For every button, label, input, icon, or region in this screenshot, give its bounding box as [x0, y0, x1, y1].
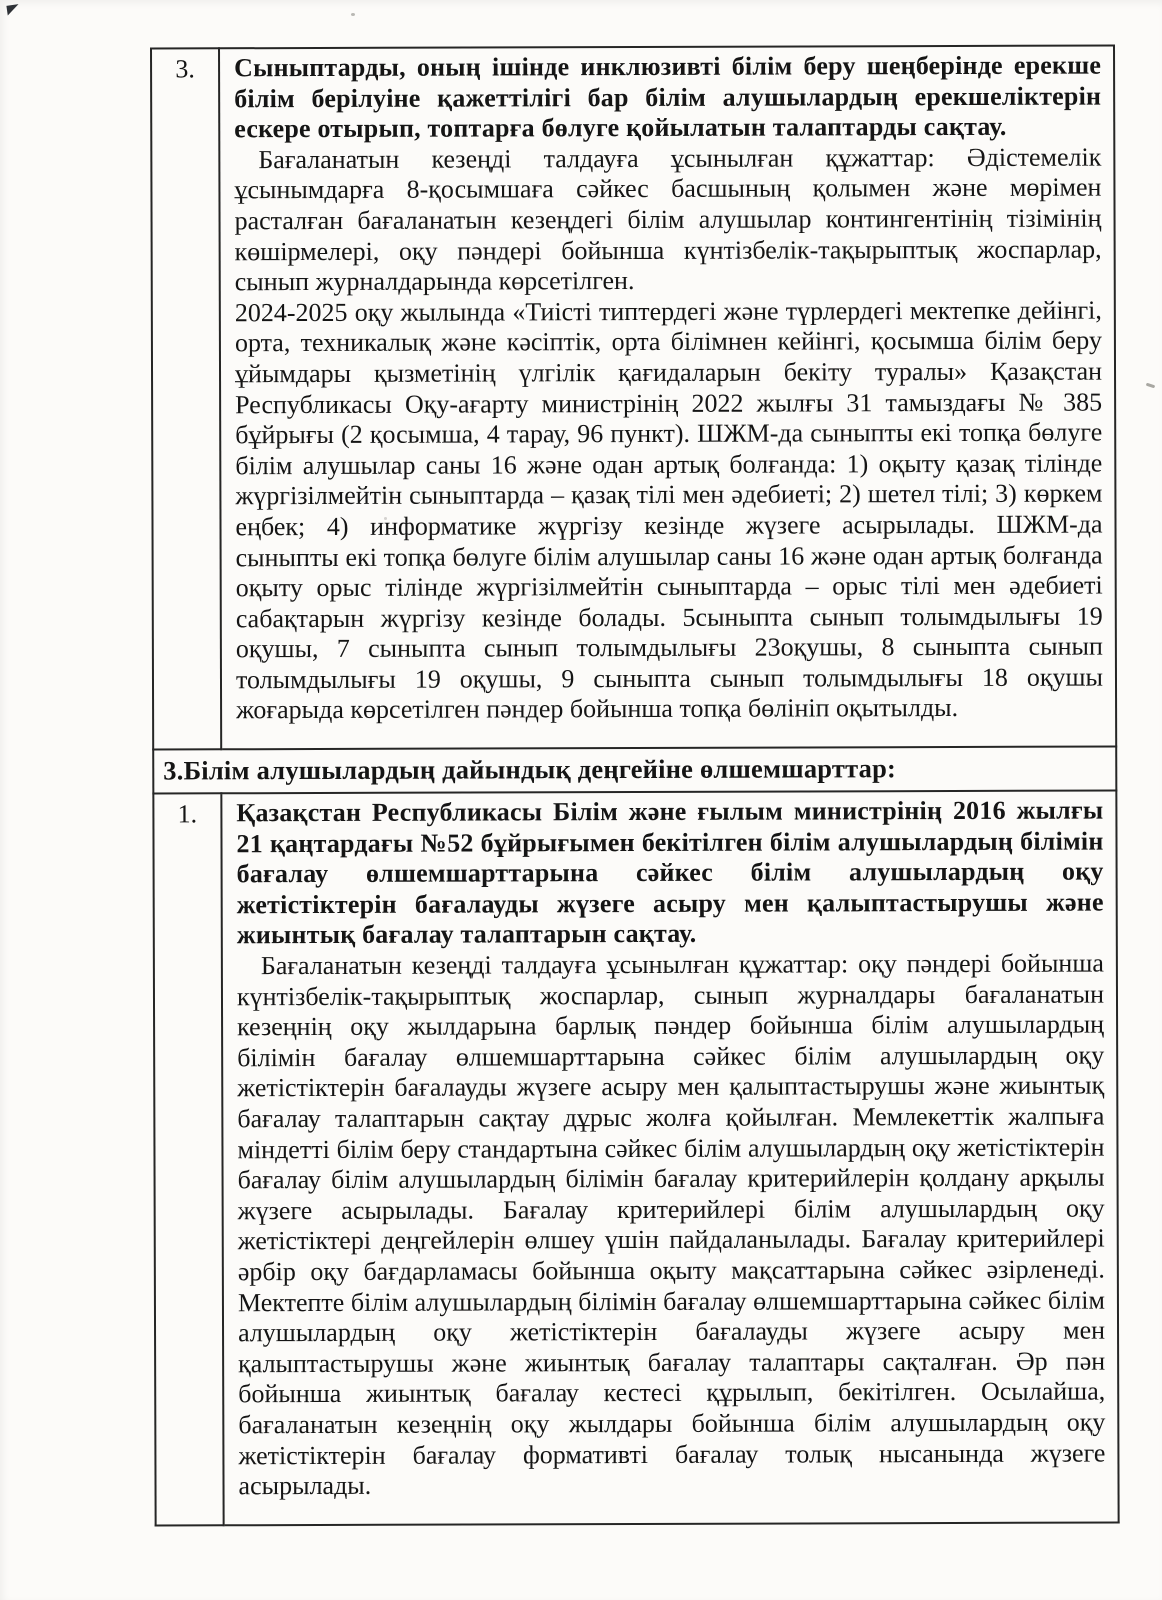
assessment-criteria-table [150, 44, 1120, 1526]
row-content [221, 791, 1118, 1525]
scan-speck [351, 13, 355, 16]
table-row-requirement-3 [151, 45, 1116, 749]
scan-artifact-mark: ◤ [6, 2, 21, 18]
table-row-section-header [153, 747, 1116, 794]
section-header: 3.Білім алушылардың дайындық деңгейіне өлшемшарттар: [153, 747, 1116, 794]
scan-speck [1146, 383, 1155, 389]
row-content [219, 45, 1116, 749]
table-body [151, 45, 1119, 1525]
criterion-heading: Қазақстан Республикасы Білім және ғылым министрінің 2016 жылғы 21 қаңтардағы №52 бұйрығымен бекітілген білім алушылардың білімін бағалау өлшемшарттарына сәйкес білім алушылардың оқу жетістіктерін бағалауды жүзеге асыру мен қалыптастырушы және жиынтық бағалау талаптарын сақтау. [236, 795, 1104, 950]
table-row-criterion-1 [153, 791, 1118, 1526]
paragraph-analysis: Бағаланатын кезеңді талдауға ұсынылған құжаттар: оқу пәндері бойынша күнтізбелік-тақырыптық жоспарлар, сынып журналдары бағаланатын кезеңнің оқу жылдарына барлық пәндер бойынша білім алушылардың білімін бағалау өлшемшарттарына сәйкес білім алушылардың оқу жетістіктерін бағалауды жүзеге асыру мен қалыптастырушы және жиынтық бағалау талаптарын сақтау дұрыс жолға қойылған. Мемлекеттік жалпыға міндетті білім беру стандартына сәйкес білім алушылардың оқу жетістіктерін бағалау білім алушылардың білімін бағалау критерийлерін қолдану арқылы жүзеге асырылады. Бағалау критерийлері білім алушылардың оқу жетістіктері деңгейлерін өлшеу үшін пайдаланылады. Бағалау критерийлері әрбір оқу бағдарламасы бойынша оқыту мақсаттарына сәйкес әзірленеді. Мектепте білім алушылардың білімін бағалау өлшемшарттарына сәйкес білім алушылардың оқу жетістіктерін бағалауды жүзеге асыру мен қалыптастырушы және жиынтық бағалау талаптары сақталған. Әр пән бойынша жиынтық бағалау кестесі құрылып, бекітілген. Осылайша, бағаланатын кезеңнің оқу жылдары бойынша білім алушылардың оқу жетістіктерін бағалау формативті бағалау толық нысанында жүзеге асырылады. [236, 948, 1106, 1501]
row-number: 3. [151, 48, 221, 749]
requirement-heading: Сыныптарды, оның ішінде инклюзивті білім беру шеңберінде ерекше білім берілуіне қажеттілігі бар білім алушылардың ерекшеліктерін ескере отырып, топтарға бөлуге қойылатын талаптарды сақтау. [234, 50, 1102, 144]
paragraph-documents: Бағаланатын кезеңді талдауға ұсынылған құжаттар: Әдістемелік ұсынымдарға 8-қосымшаға сәйкес басшының қолымен және мөрімен расталған бағаланатын кезеңдегі білім алушылар контингентінің тізімінің көшірмелері, оқу пәндері бойынша күнтізбелік-тақырыптық жоспарлар, сынып журналдарында көрсетілген. [234, 142, 1102, 297]
paragraph-details: 2024-2025 оқу жылында «Тиісті типтердегі және түрлердегі мектепке дейінгі, орта, техникалық және кәсіптік, орта білімнен кейінгі, қосымша білім беру ұйымдары қызметінің үлгілік қағидаларын бекіту туралы» Қазақстан Республикасы Оқу-ағарту министрінің 2022 жылғы 31 тамыздағы № 385 бұйрығы (2 қосымша, 4 тарау, 96 пункт). ШЖМ-да сыныпты екі топқа бөлуге білім алушылар саны 16 және одан артық болғанда: 1) оқыту қазақ тілінде жүргізілмейтін сыныптарда – қазақ тілі мен әдебиеті; 2) шетел тілі; 3) көркем еңбек; 4) информатике жүргізу кезінде жүзеге асырылады. ШЖМ-да сыныпты екі топқа бөлуге білім алушылар саны 16 және одан артық болғанда оқыту орыс тілінде жүргізілмейтін сыныптарда – орыс тілі мен әдебиеті сабақтарын жүргізу кезінде болады. 5сыныпта сынып толымдылығы 19 оқушы, 7 сыныпта сынып толымдылығы 23оқушы, 8 сыныпта сынып толымдылығы 19 оқушы, 9 сыныпта сынып толымдылығы 18 оқушы жоғарыда көрсетілген пәндер бойынша топқа бөлініп оқытылды. [234, 295, 1104, 725]
row-number: 1. [153, 793, 223, 1525]
